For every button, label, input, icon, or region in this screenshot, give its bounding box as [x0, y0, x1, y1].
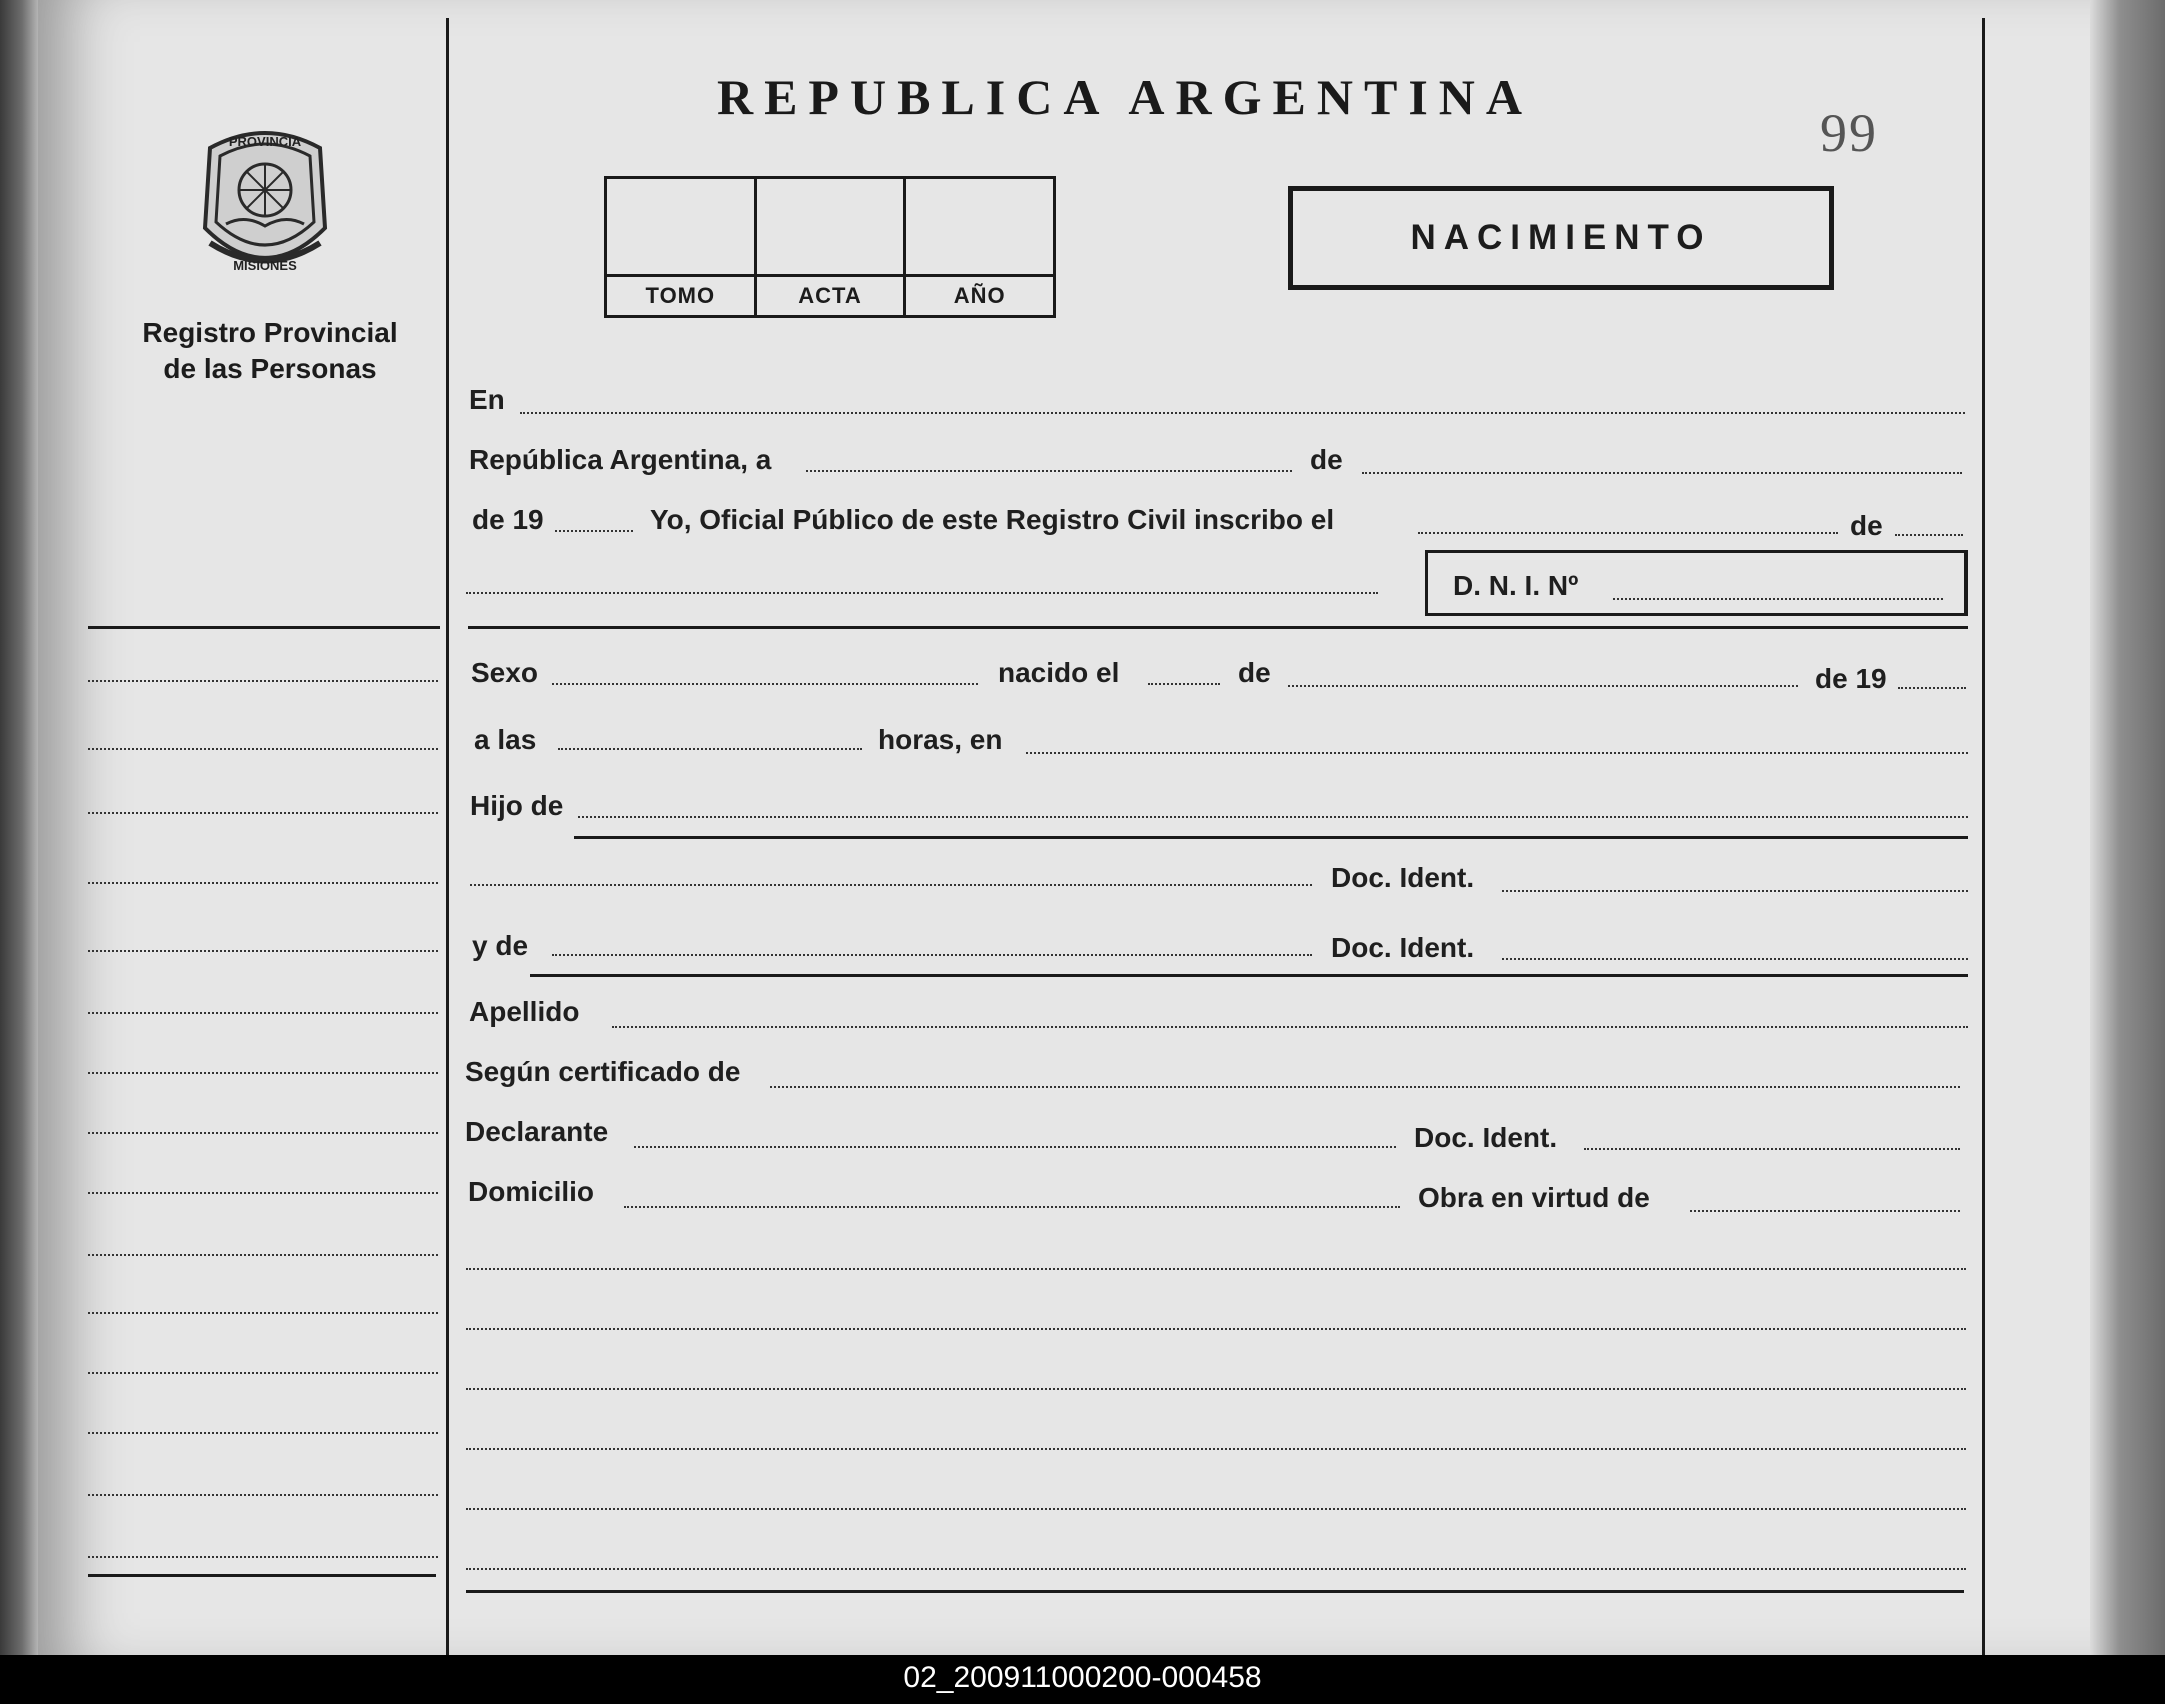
margin-bottom-rule: [88, 1574, 436, 1577]
margin-note-line[interactable]: [88, 1494, 438, 1496]
tomo-label: TOMO: [607, 274, 754, 315]
declarante-doc-field[interactable]: [1584, 1148, 1960, 1150]
birth-month-field[interactable]: [1288, 685, 1798, 687]
de-19b-label: de 19: [1815, 663, 1887, 694]
year-field[interactable]: [555, 530, 633, 532]
registry-name-line1: Registro Provincial: [142, 317, 398, 348]
dni-field[interactable]: [1613, 598, 1943, 600]
apellido-label: Apellido: [469, 996, 580, 1027]
father-field[interactable]: [578, 816, 1968, 818]
de-label-2: de: [1850, 510, 1883, 541]
registry-name-line2: de las Personas: [163, 353, 377, 384]
birth-year-field[interactable]: [1898, 687, 1966, 689]
right-page-border: [1982, 18, 1985, 1655]
book-spine: [0, 0, 40, 1655]
sexo-label: Sexo: [471, 657, 538, 688]
official-name-field[interactable]: [466, 592, 1378, 594]
birth-day-field[interactable]: [1148, 683, 1220, 685]
father-cont-field[interactable]: [470, 884, 1312, 886]
margin-note-line[interactable]: [88, 1432, 438, 1434]
mother-field[interactable]: [552, 954, 1312, 956]
image-id: 02_200911000200-000458: [903, 1661, 1262, 1694]
page-title: REPUBLICA ARGENTINA: [716, 69, 1534, 125]
obra-en-virtud-label: Obra en virtud de: [1418, 1182, 1650, 1213]
margin-note-line[interactable]: [88, 680, 438, 682]
hijo-de-label: Hijo de: [470, 790, 564, 821]
margin-note-line[interactable]: [88, 812, 438, 814]
tomo-cell[interactable]: [607, 179, 757, 315]
de-19-label: de 19: [472, 504, 544, 535]
obra-en-virtud-field[interactable]: [1690, 1210, 1960, 1212]
margin-note-line[interactable]: [88, 1372, 438, 1374]
observation-line[interactable]: [466, 1388, 1966, 1390]
seal-text-top: PROVINCIA: [228, 134, 302, 149]
observation-line[interactable]: [466, 1328, 1966, 1330]
bottom-rule: [466, 1590, 1964, 1593]
inscription-month-field[interactable]: [1895, 534, 1963, 536]
margin-note-line[interactable]: [88, 882, 438, 884]
horas-en-label: horas, en: [878, 724, 1003, 755]
doc-ident-label-2: Doc. Ident.: [1331, 932, 1475, 963]
segun-certificado-label: Según certificado de: [465, 1056, 741, 1087]
dni-label: D. N. I. Nº: [1453, 570, 1579, 601]
seal-text-bottom: MISIONES: [233, 258, 297, 273]
observation-line[interactable]: [466, 1508, 1966, 1510]
margin-note-line[interactable]: [88, 1312, 438, 1314]
de-label-3: de: [1238, 657, 1271, 688]
register-table: [604, 176, 1056, 318]
ano-cell[interactable]: [906, 179, 1053, 315]
y-de-label: y de: [472, 930, 529, 961]
domicilio-label: Domicilio: [468, 1176, 595, 1207]
republica-a-label: República Argentina, a: [469, 444, 772, 475]
margin-note-line[interactable]: [88, 1192, 438, 1194]
margin-note-line[interactable]: [88, 1132, 438, 1134]
birth-place-field[interactable]: [1026, 752, 1968, 754]
margin-note-line[interactable]: [88, 1254, 438, 1256]
birth-time-field[interactable]: [558, 748, 862, 750]
margin-note-line[interactable]: [88, 950, 438, 952]
record-type-box: NACIMIENTO: [1288, 186, 1834, 290]
declarante-label: Declarante: [465, 1116, 609, 1147]
mother-underline: [530, 974, 1968, 977]
mother-doc-field[interactable]: [1502, 958, 1968, 960]
doc-ident-label-3: Doc. Ident.: [1414, 1122, 1558, 1153]
day-field[interactable]: [806, 470, 1292, 472]
father-doc-field[interactable]: [1502, 890, 1968, 892]
father-underline: [574, 836, 1968, 839]
en-label: En: [469, 384, 505, 415]
domicilio-field[interactable]: [624, 1206, 1400, 1208]
acta-cell[interactable]: [757, 179, 907, 315]
ano-label: AÑO: [906, 274, 1053, 315]
section-divider: [468, 626, 1968, 629]
observation-line[interactable]: [466, 1568, 1966, 1570]
margin-note-line[interactable]: [88, 748, 438, 750]
observation-line[interactable]: [466, 1448, 1966, 1450]
margin-note-line[interactable]: [88, 1072, 438, 1074]
a-las-label: a las: [474, 724, 537, 755]
apellido-field[interactable]: [612, 1026, 1968, 1028]
margin-divider: [88, 626, 440, 629]
margin-note-line[interactable]: [88, 1556, 438, 1558]
acta-label: ACTA: [757, 274, 904, 315]
en-field[interactable]: [520, 412, 1965, 414]
declarante-field[interactable]: [634, 1146, 1396, 1148]
doc-ident-label-1: Doc. Ident.: [1331, 862, 1475, 893]
margin-note-line[interactable]: [88, 1012, 438, 1014]
certificado-field[interactable]: [770, 1086, 1960, 1088]
yo-oficial-label: Yo, Oficial Público de este Registro Civil inscribo el: [650, 504, 1335, 535]
inscription-date-field[interactable]: [1418, 532, 1838, 534]
registry-name: [120, 315, 420, 387]
misiones-seal-icon: [190, 118, 340, 288]
left-column-border: [446, 18, 449, 1655]
page-number: 99: [1820, 103, 1878, 163]
nacido-el-label: nacido el: [998, 657, 1120, 688]
sexo-field[interactable]: [552, 683, 978, 685]
page-edge: [2090, 0, 2165, 1655]
observation-line[interactable]: [466, 1268, 1966, 1270]
de-label-1: de: [1310, 444, 1343, 475]
month-field[interactable]: [1362, 472, 1962, 474]
